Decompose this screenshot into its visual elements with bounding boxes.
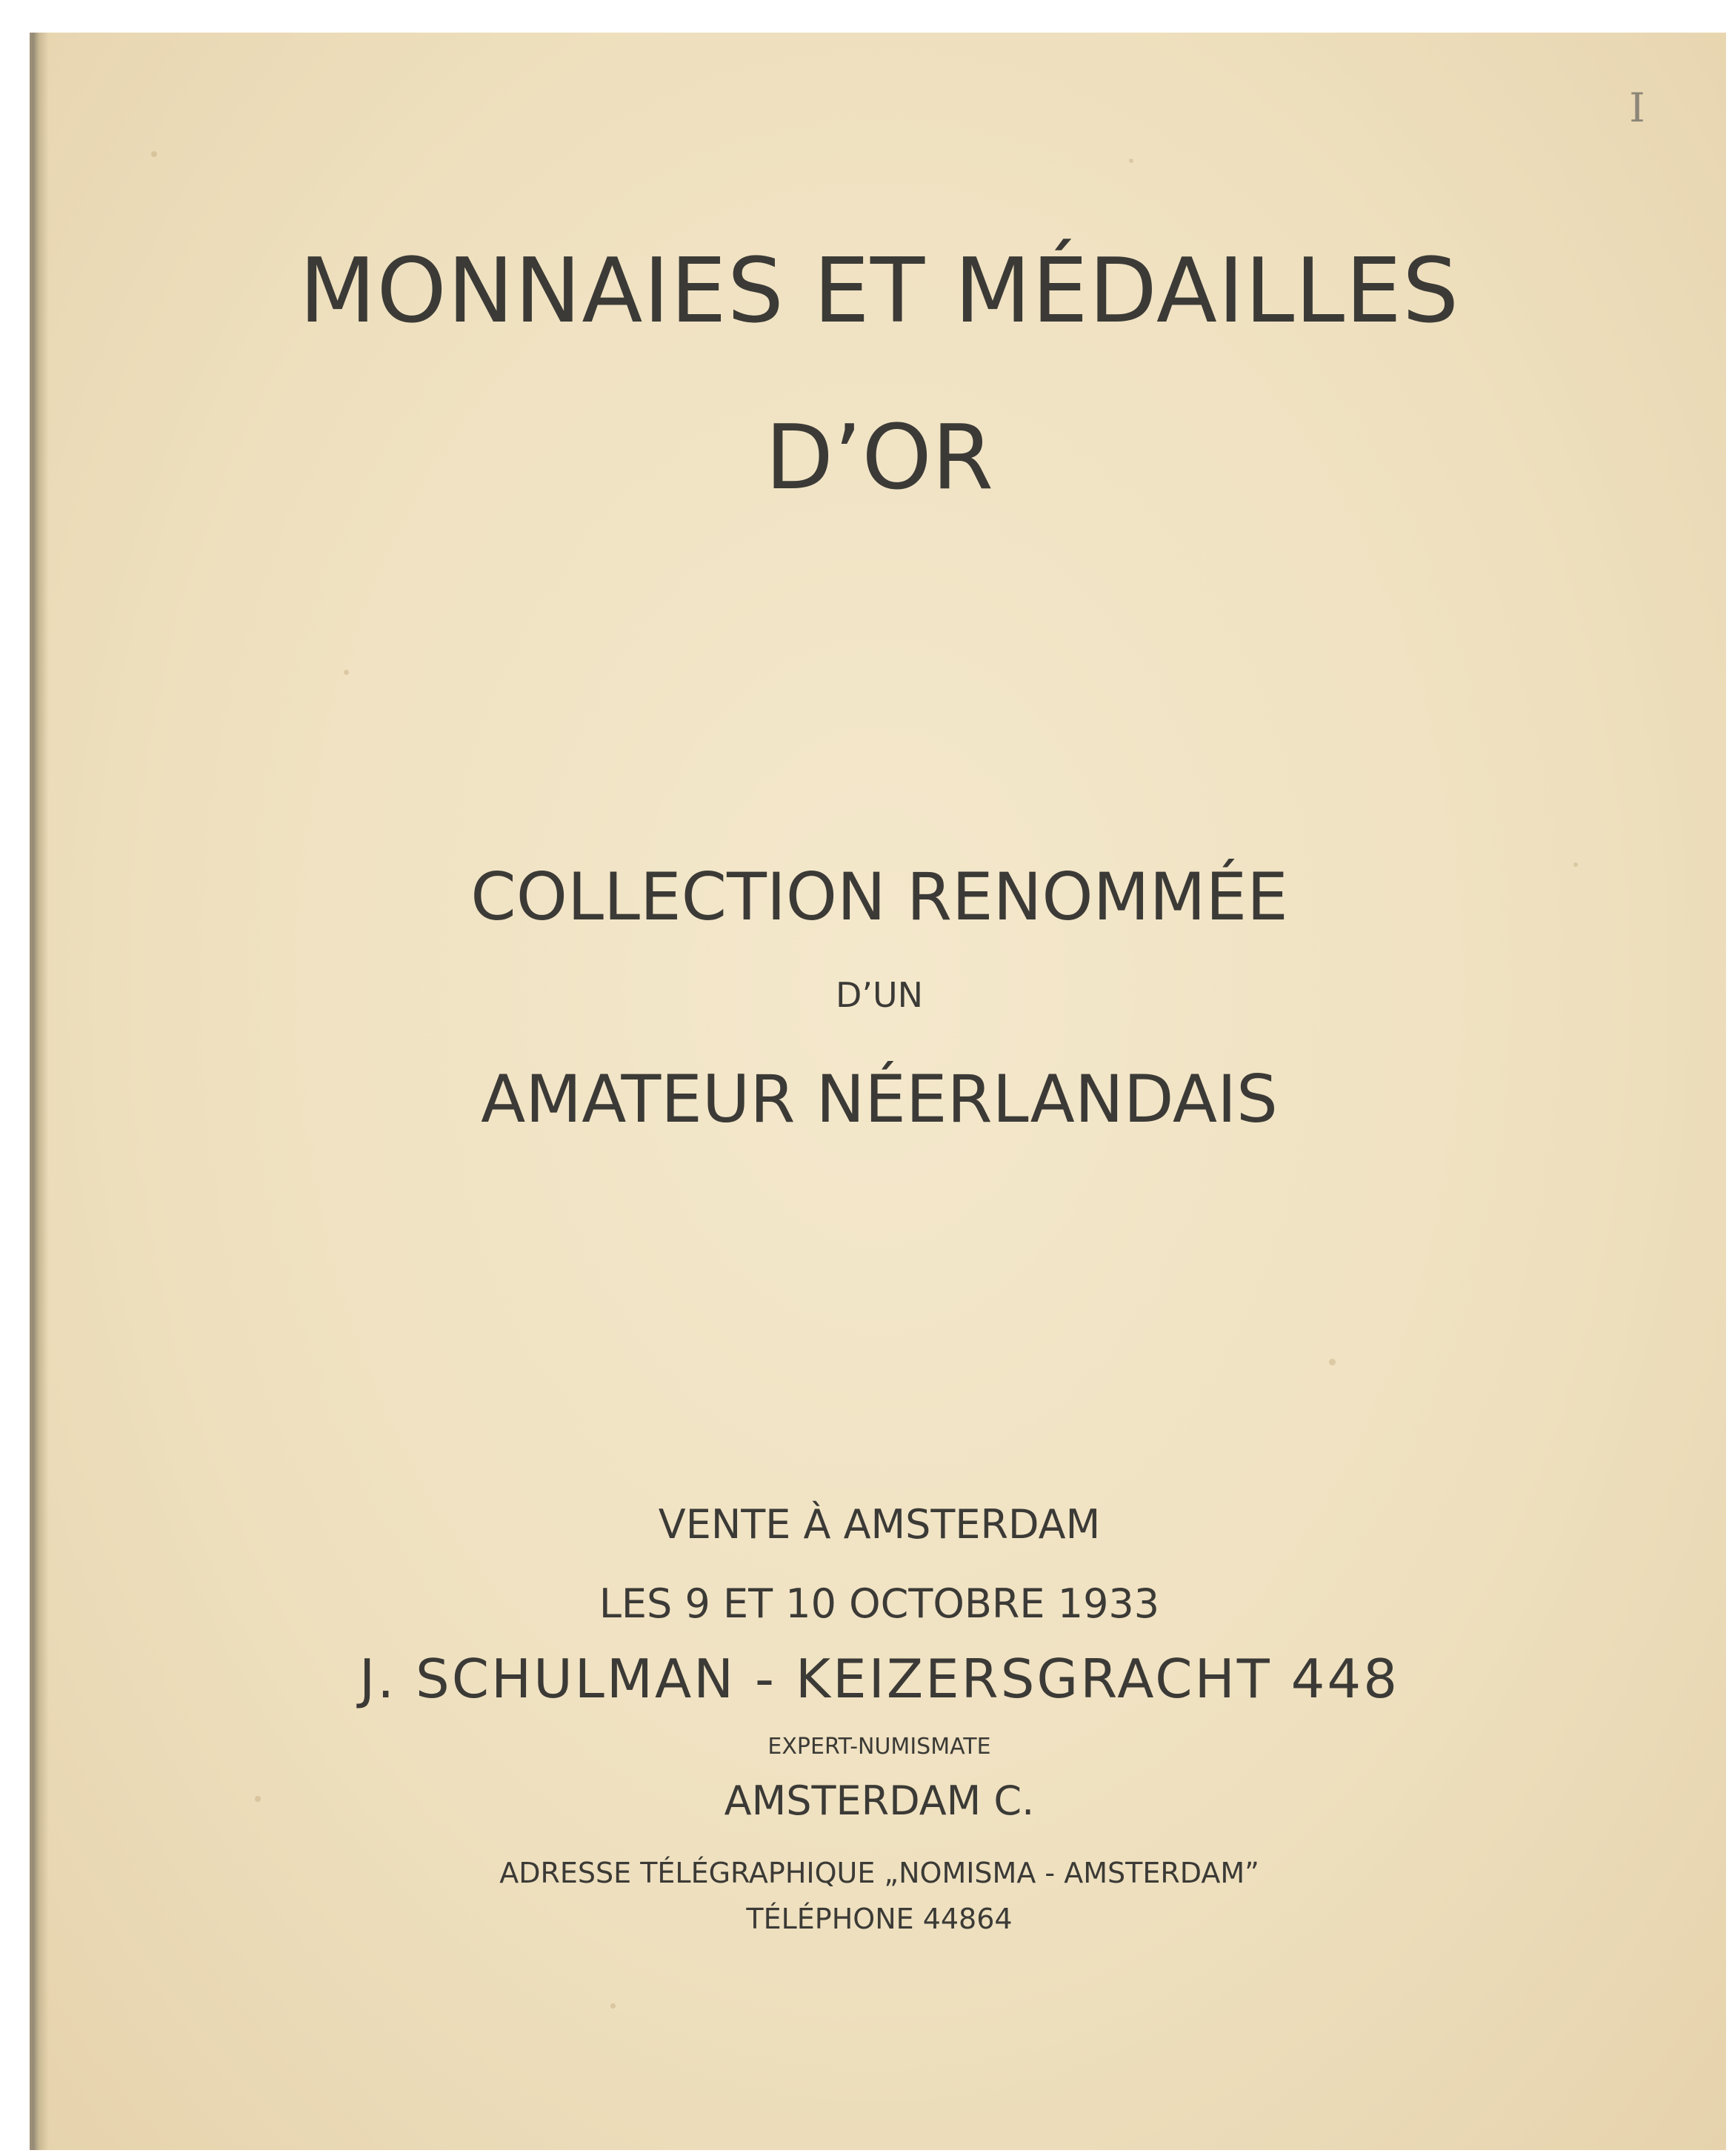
foxing-spot bbox=[151, 151, 157, 157]
foxing-spot bbox=[1329, 1359, 1336, 1365]
dealer-profession: EXPERT-NUMISMATE bbox=[767, 1734, 991, 1760]
telegraph-address: ADRESSE TÉLÉGRAPHIQUE „NOMISMA - AMSTERDAM” bbox=[499, 1857, 1259, 1889]
foxing-spot bbox=[1129, 159, 1133, 163]
collection-owner: AMATEUR NÉERLANDAIS bbox=[481, 1061, 1278, 1137]
sale-dates: LES 9 ET 10 OCTOBRE 1933 bbox=[599, 1580, 1160, 1627]
collection-heading: COLLECTION RENOMMÉE bbox=[470, 859, 1288, 935]
foxing-spot bbox=[344, 670, 349, 675]
title-line-1: MONNAIES ET MÉDAILLES bbox=[299, 240, 1460, 343]
sale-location: VENTE À AMSTERDAM bbox=[658, 1501, 1101, 1548]
pencil-mark: I bbox=[1629, 84, 1645, 131]
catalogue-cover bbox=[30, 33, 1726, 2150]
dealer-address: J. SCHULMAN - KEIZERSGRACHT 448 bbox=[359, 1648, 1399, 1710]
title-line-2: D’OR bbox=[764, 407, 994, 510]
dealer-city: AMSTERDAM C. bbox=[724, 1777, 1035, 1824]
telephone-number: TÉLÉPHONE 44864 bbox=[746, 1903, 1013, 1935]
foxing-spot bbox=[610, 2003, 616, 2009]
collection-connector: D’UN bbox=[835, 975, 924, 1015]
